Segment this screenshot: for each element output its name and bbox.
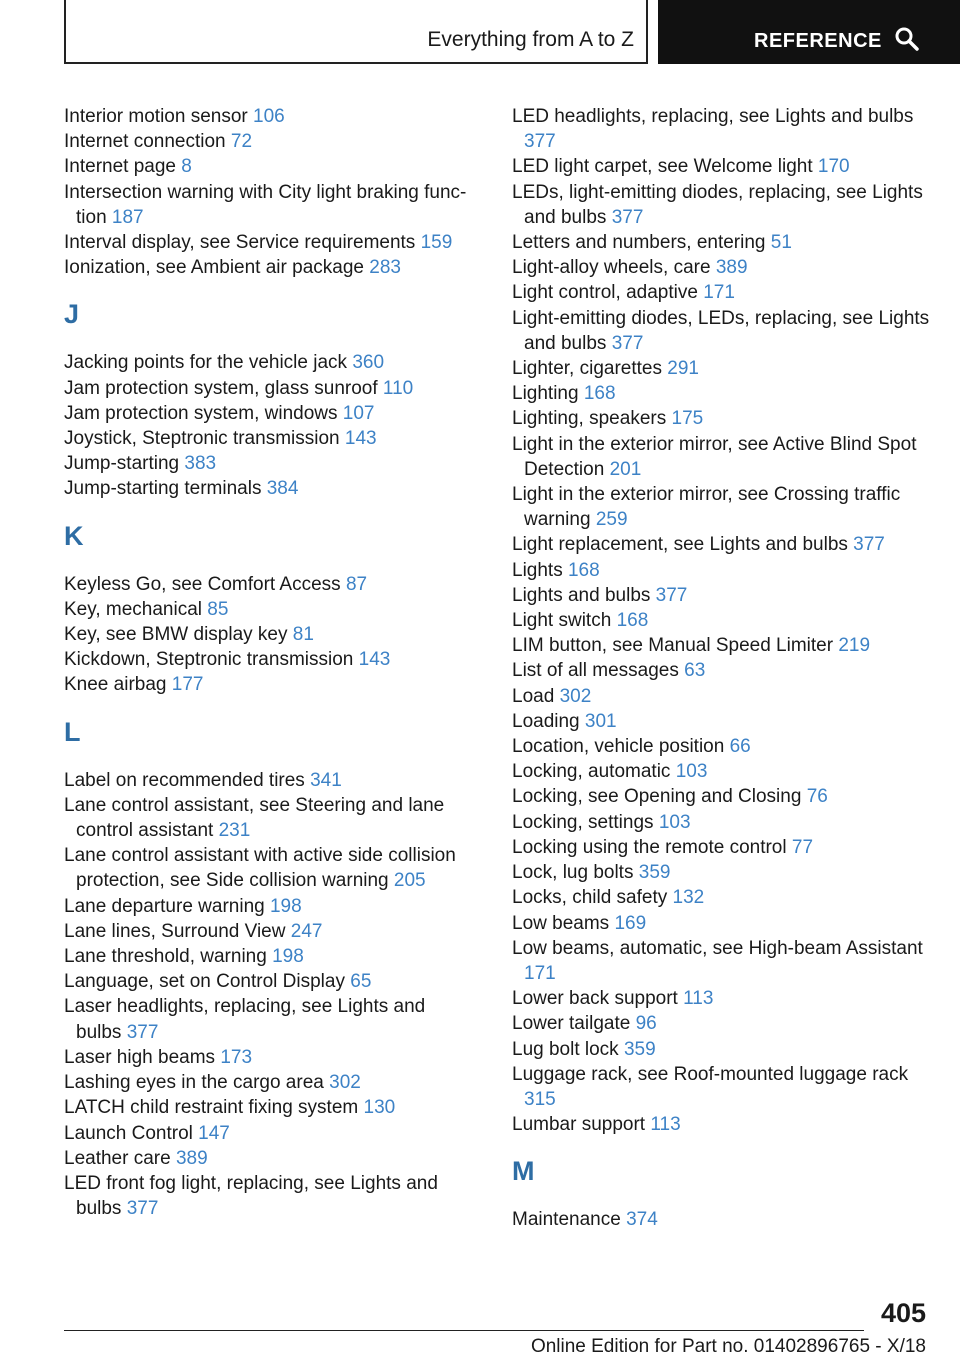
index-entry [512,532,932,557]
index-term: Ionization, see Ambient air package [64,257,364,279]
page-link[interactable]: 85 [207,598,229,620]
index-term: Jam protection system, windows [64,402,338,424]
index-entry [512,633,932,658]
index-term: Jump-starting terminals [64,478,262,500]
index-term: Load [512,685,555,707]
page-link[interactable]: 291 [667,358,699,380]
index-term: Light control, adaptive [512,282,698,304]
page-link[interactable]: 302 [559,685,592,707]
index-term: Light-alloy wheels, care [512,257,711,279]
index-entry [64,597,474,622]
index-entry [512,154,932,179]
page-link[interactable]: 168 [616,610,649,632]
page-link[interactable]: 143 [358,649,391,671]
index-term: LED front fog light, replacing, see Lights and bulbs [64,1172,438,1220]
index-entry [512,1207,932,1232]
index-entry [64,426,474,451]
index-entry [512,104,932,154]
index-entry [64,1171,474,1221]
index-entry [64,180,474,230]
page-link[interactable]: 103 [658,811,691,833]
index-entry [512,936,932,986]
page-link[interactable]: 168 [567,559,600,581]
page-link[interactable]: 359 [638,862,671,884]
index-entry [64,919,474,944]
index-term: Lane lines, Surround View [64,920,286,942]
page-number: 405 [880,1298,926,1328]
index-term: Language, set on Control Display [64,971,345,993]
index-entry [64,230,474,255]
search-icon[interactable] [894,26,920,52]
index-entry [512,356,932,381]
index-term: LEDs, light-emitting diodes, replacing, see Lights and bulbs [512,181,923,228]
index-entry [64,1121,474,1146]
index-term: Maintenance [512,1209,621,1231]
page-link[interactable]: 143 [344,428,377,450]
index-entry [64,944,474,969]
index-entry [64,843,474,893]
index-term: Interval display, see Service requirements [64,232,416,254]
index-term: Lights and bulbs [512,584,651,606]
page-link[interactable]: 384 [266,478,299,500]
index-term: Locking, settings [512,811,654,833]
index-term: Lashing eyes in the cargo area [64,1072,324,1094]
index-column-left [64,104,474,1221]
page-link[interactable]: 377 [655,584,688,606]
page-link[interactable]: 205 [393,870,426,892]
index-entry [512,608,932,633]
index-entry [64,622,474,647]
index-entry [512,1011,932,1036]
page-link[interactable]: 130 [363,1097,396,1119]
index-term: Knee airbag [64,674,167,696]
index-term: Low beams, automatic, see High-beam Assistant [512,937,923,959]
index-term: Lights [512,559,563,581]
index-entry [512,759,932,784]
page-link[interactable]: 81 [292,624,314,646]
page-link[interactable]: 302 [329,1072,361,1094]
index-entry [512,381,932,406]
reference-tab-label: REFERENCE [754,30,882,52]
index-term: Laser headlights, replacing, see Lights and bulbs [64,996,426,1043]
page-link[interactable]: 106 [253,106,285,127]
index-entry [512,835,932,860]
page-link[interactable]: 77 [791,836,814,858]
index-entry [64,672,474,697]
index-entry [512,734,932,759]
page-link[interactable]: 374 [626,1209,658,1231]
index-entry [512,558,932,583]
page-link[interactable]: 173 [220,1046,253,1068]
index-term: Light replacement, see Lights and bulbs [512,534,848,556]
index-term: Lane control assistant, see Steering and lane control assistant [64,794,445,842]
page-link[interactable]: 170 [817,156,850,178]
page-link[interactable]: 110 [382,377,414,399]
index-term: Luggage rack, see Roof-mounted luggage rack [512,1063,909,1085]
index-entry [512,406,932,431]
page-link[interactable]: 51 [770,232,792,254]
index-term: Jam protection system, glass sunroof [64,377,378,399]
index-entry [64,994,474,1044]
index-term: Light-emitting diodes, LEDs, replacing, see Lights and bulbs [512,307,930,354]
page-link[interactable]: 159 [420,232,453,254]
page-link[interactable]: 175 [671,408,704,430]
page-link[interactable]: 72 [230,131,253,153]
index-term: Location, vehicle position [512,736,725,758]
index-entry [512,1112,932,1137]
index-entry [64,104,474,129]
page-link[interactable]: 76 [806,786,828,808]
index-term: Leather care [64,1147,171,1169]
page-link[interactable]: 113 [683,988,714,1010]
page-link[interactable]: 171 [703,282,735,304]
index-term: Locking, see Opening and Closing [512,786,802,808]
index-term: Jump-starting [64,453,180,475]
index-entry [64,1070,474,1095]
index-term: Lug bolt lock [512,1038,619,1060]
index-letter-heading: J [64,299,80,330]
page-link[interactable]: 389 [715,257,748,279]
index-term: Locking using the remote control [512,836,787,858]
index-entry [512,860,932,885]
page-link[interactable]: 283 [369,257,401,279]
index-term: Lower tailgate [512,1013,631,1035]
page-link[interactable]: 377 [524,131,556,153]
index-column-right [512,104,932,1233]
index-term: Lane departure warning [64,895,265,917]
page-link[interactable]: 147 [198,1122,230,1144]
index-entry [512,784,932,809]
index-term: Lighting, speakers [512,408,667,430]
index-term: Key, see BMW display key [64,624,288,646]
index-letter-heading: M [512,1156,535,1187]
index-term: Lane control assistant with active side collision protection, see Side collision warning [64,845,456,892]
index-entry [512,432,932,482]
index-term: Locks, child safety [512,887,668,909]
index-term: LED headlights, replacing, see Lights and bulbs [512,106,914,127]
index-term: Lane threshold, warning [64,946,267,968]
index-term: Lighter, cigarettes [512,358,662,380]
page-link[interactable]: 65 [350,971,372,993]
index-term: LIM button, see Manual Speed Limiter [512,635,834,657]
page-link[interactable]: 201 [609,458,642,480]
page-link[interactable]: 359 [623,1038,656,1060]
index-term: Keyless Go, see Comfort Access [64,573,341,595]
index-term: Kickdown, Steptronic transmission [64,649,354,671]
index-term: Laser high beams [64,1046,216,1068]
index-term: Light switch [512,610,612,632]
index-term: Internet connection [64,131,226,153]
page-link[interactable]: 315 [524,1088,556,1110]
index-entry [512,885,932,910]
index-term: Locking, automatic [512,761,671,783]
index-entry [64,154,474,179]
index-entry [512,280,932,305]
page-link[interactable]: 198 [272,946,304,968]
page-link[interactable]: 177 [171,674,204,696]
page-link[interactable]: 63 [684,660,706,682]
page-link[interactable]: 96 [635,1013,657,1035]
index-entry [64,451,474,476]
index-entry [64,894,474,919]
index-entry [512,255,932,280]
index-entry [64,376,474,401]
page-link[interactable]: 377 [853,534,885,556]
header-section-bar [64,0,648,64]
page-link[interactable]: 169 [614,912,647,934]
index-term: Light in the exterior mirror, see Crossing traffic warning [512,484,901,531]
index-entry [512,230,932,255]
edition-text: Online Edition for Part no. 01402896765 - X/18 [530,1336,926,1357]
index-entry [512,1037,932,1062]
index-entry [512,658,932,683]
index-entry [512,986,932,1011]
index-term: Lumbar support [512,1114,646,1136]
index-term: Launch Control [64,1122,193,1144]
index-entry [512,306,932,356]
index-entry [64,969,474,994]
reference-tab[interactable] [658,0,960,64]
index-entry [512,180,932,230]
page-link[interactable]: 187 [111,206,144,228]
page-link[interactable]: 198 [269,895,302,917]
section-title: Everything from A to Z [427,28,634,51]
index-entry [64,255,474,280]
page-link[interactable]: 113 [650,1114,681,1136]
page-link[interactable]: 231 [218,820,251,842]
index-term: Loading [512,710,580,732]
index-term: Interior motion sensor [64,106,248,127]
index-entry [64,476,474,501]
index-term: LATCH child restraint fixing system [64,1097,359,1119]
index-term: LED light carpet, see Welcome light [512,156,813,178]
page-link[interactable]: 171 [524,962,556,984]
page-link[interactable]: 87 [345,573,368,595]
index-letter-heading: L [64,716,81,747]
page-link[interactable]: 247 [290,920,323,942]
index-entry [64,768,474,793]
index-term: Jacking points for the vehicle jack [64,352,348,374]
page-link[interactable]: 389 [175,1147,208,1169]
index-entry [512,709,932,734]
page-link[interactable]: 259 [595,509,628,531]
page-link[interactable]: 341 [310,769,342,791]
index-entry [64,647,474,672]
index-term: Intersection warning with City light braking function [64,181,467,228]
index-term: Lower back support [512,988,678,1010]
index-entry [512,583,932,608]
index-entry [512,810,932,835]
index-term: List of all messages [512,660,679,682]
page-link[interactable]: 301 [584,710,617,732]
page-link[interactable]: 377 [611,206,644,228]
index-entry [64,793,474,843]
index-term: Low beams [512,912,610,934]
index-entry [64,1146,474,1171]
page-link[interactable]: 377 [126,1021,159,1043]
page-link[interactable]: 219 [838,635,871,657]
index-entry [64,572,474,597]
index-term: Lock, lug bolts [512,862,634,884]
index-letter-heading: K [64,520,84,551]
page-link[interactable]: 383 [184,453,217,475]
index-entry [512,684,932,709]
index-term: Lighting [512,383,579,405]
index-entry [512,1062,932,1112]
index-term: Joystick, Steptronic transmission [64,428,340,450]
index-entry [64,1095,474,1120]
index-entry [512,911,932,936]
page-link[interactable]: 103 [675,761,708,783]
index-term: Label on recommended tires [64,769,305,791]
index-term: Light in the exterior mirror, see Active Blind Spot Detection [512,433,917,480]
page-link[interactable]: 132 [672,887,705,909]
page-link[interactable]: 377 [611,332,644,354]
index-term: Internet page [64,156,176,178]
footer-divider [64,1330,864,1331]
index-entry [64,1045,474,1070]
index-term: Key, mechanical [64,598,202,620]
page-link[interactable]: 107 [342,402,375,424]
page-link[interactable]: 66 [729,736,751,758]
index-entry [512,482,932,532]
index-entry [64,350,474,375]
index-entry [64,129,474,154]
index-term: Letters and numbers, entering [512,232,766,254]
page-link[interactable]: 168 [583,383,616,405]
index-entry [64,401,474,426]
page-link[interactable]: 377 [126,1198,159,1220]
page-link[interactable]: 360 [352,352,385,374]
page-link[interactable]: 8 [181,156,192,178]
